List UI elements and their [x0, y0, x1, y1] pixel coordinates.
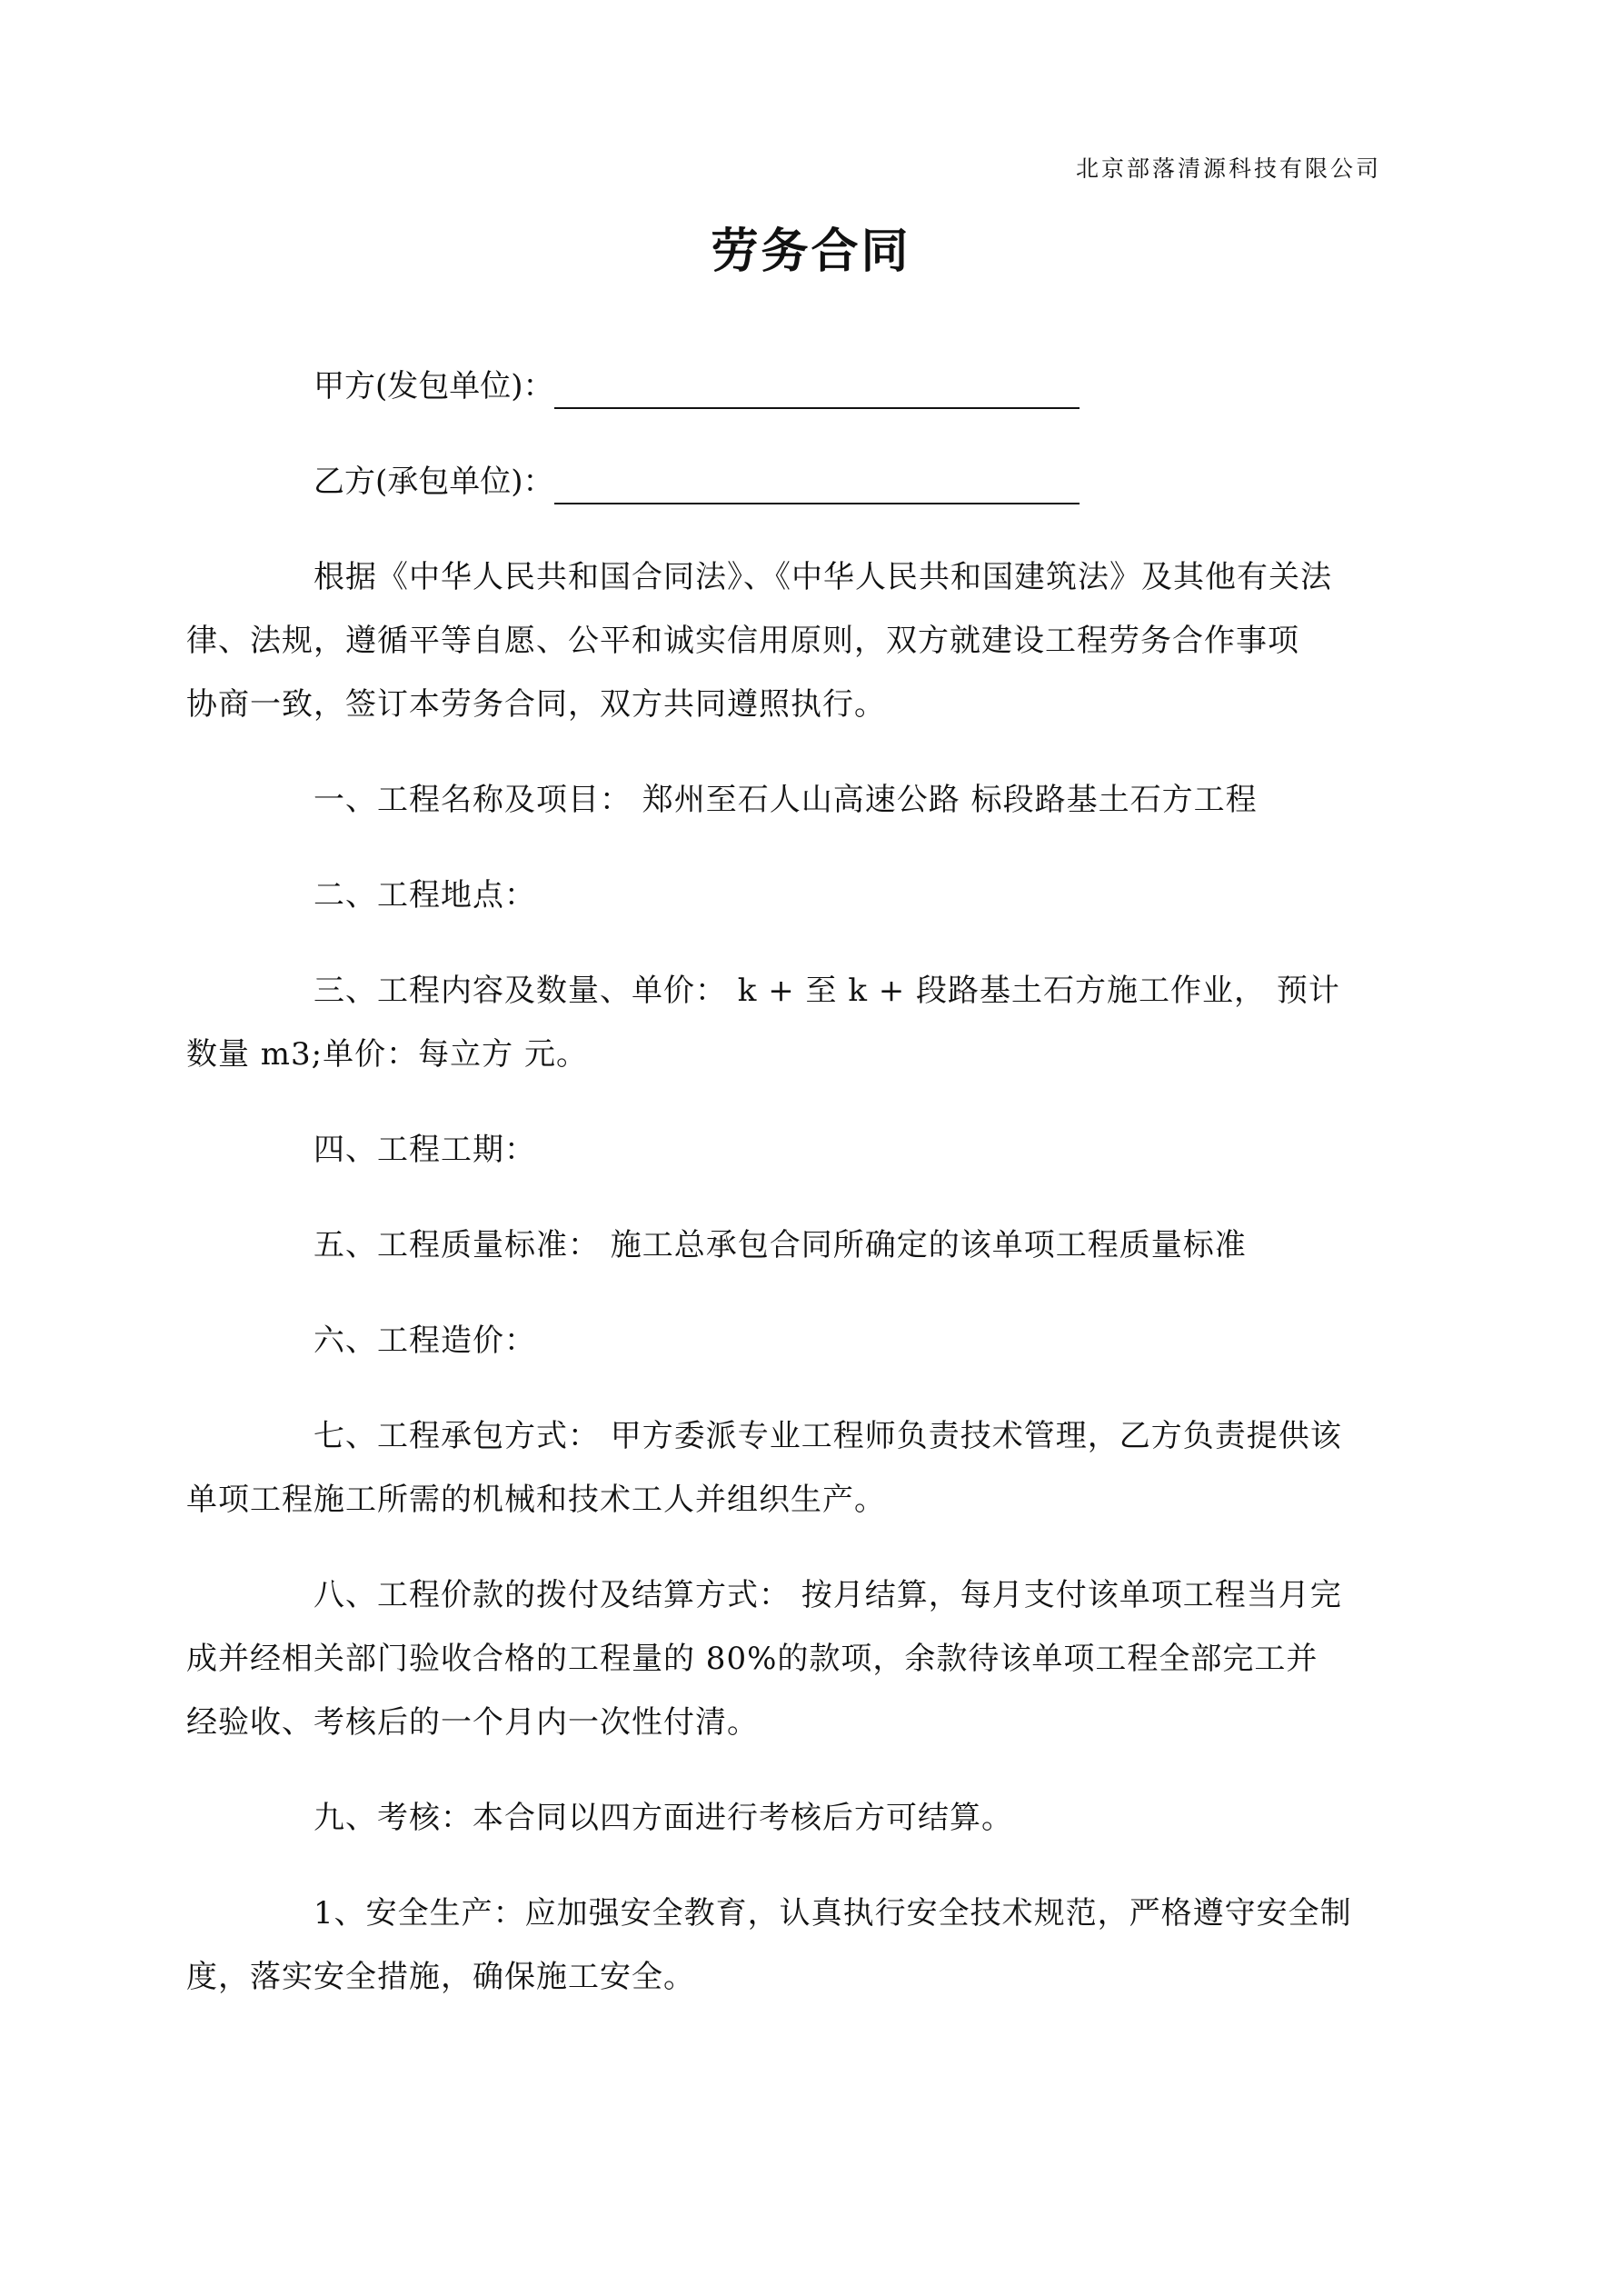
paragraph-line: 数量 m3;单价：每立方 元。: [186, 1036, 588, 1073]
paragraph-line: 九、考核：本合同以四方面进行考核后方可结算。: [313, 1800, 1013, 1836]
clause-6-cost: [250, 1309, 1377, 1373]
party-b-label: 乙方(承包单位)：: [313, 464, 554, 500]
paragraph-line: 根据《中华人民共和国合同法》、《中华人民共和国建筑法》及其他有关法: [313, 559, 1332, 595]
clause-4-schedule: [250, 1118, 1377, 1182]
paragraph-line: 度，落实安全措施，确保施工安全。: [186, 1959, 695, 1995]
party-a-row: [313, 364, 1080, 409]
company-header: 北京部落清源科技有限公司: [1075, 155, 1381, 182]
clause-9-assessment: [250, 1786, 1377, 1850]
paragraph-line: 协商一致，签订本劳务合同，双方共同遵照执行。: [186, 686, 886, 723]
party-a-label: 甲方(发包单位)：: [313, 368, 554, 404]
party-b-row: [313, 459, 1080, 504]
paragraph-line: 三、工程内容及数量、单价： k + 至 k + 段路基土石方施工作业， 预计: [313, 973, 1340, 1009]
preamble-paragraph: [186, 545, 1377, 736]
document-title: 劳务合同: [711, 225, 911, 279]
paragraph-line: 五、工程质量标准： 施工总承包合同所确定的该单项工程质量标准: [313, 1227, 1247, 1263]
clause-3-content-quantity-price: [186, 959, 1377, 1086]
paragraph-line: 四、工程工期：: [313, 1132, 536, 1168]
paragraph-line: 1、安全生产：应加强安全教育，认真执行安全技术规范，严格遵守安全制: [313, 1895, 1352, 1932]
paragraph-line: 单项工程施工所需的机械和技术工人并组织生产。: [186, 1482, 886, 1518]
paragraph-line: 律、法规，遵循平等自愿、公平和诚实信用原则，双方就建设工程劳务合作事项: [186, 623, 1299, 659]
paragraph-line: 七、工程承包方式： 甲方委派专业工程师负责技术管理，乙方负责提供该: [313, 1418, 1342, 1454]
paragraph-line: 二、工程地点：: [313, 877, 536, 913]
paragraph-line: 六、工程造价：: [313, 1323, 536, 1359]
party-b-blank-line: [554, 466, 1080, 504]
paragraph-line: 一、工程名称及项目： 郑州至石人山高速公路 标段路基土石方工程: [313, 782, 1258, 818]
assessment-item-1-safety: [186, 1882, 1377, 2009]
paragraph-line: 八、工程价款的拨付及结算方式： 按月结算，每月支付该单项工程当月完: [313, 1577, 1342, 1613]
clause-8-payment-settlement: [186, 1563, 1377, 1754]
clause-5-quality-standard: [250, 1213, 1377, 1277]
party-a-blank-line: [554, 371, 1080, 409]
clause-7-contract-method: [186, 1404, 1377, 1532]
paragraph-line: 成并经相关部门验收合格的工程量的 80%的款项，余款待该单项工程全部完工并: [186, 1641, 1318, 1677]
clause-1-project-name: [250, 768, 1377, 832]
paragraph-line: 经验收、考核后的一个月内一次性付清。: [186, 1704, 759, 1741]
clause-2-location: [250, 863, 1377, 927]
